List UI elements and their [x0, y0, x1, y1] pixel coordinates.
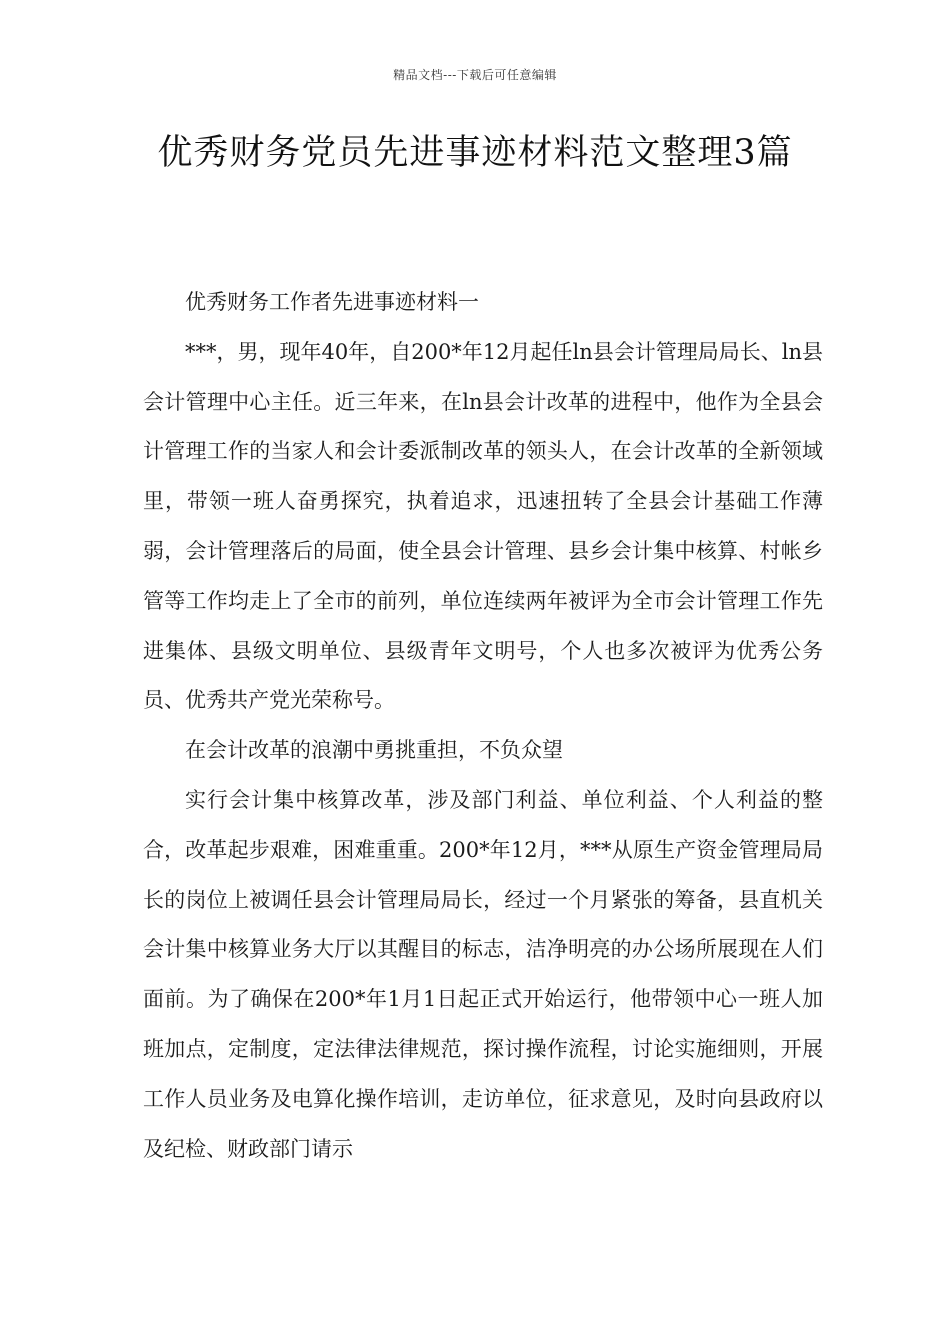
section-heading: 在会计改革的浪潮中勇挑重担，不负众望: [185, 738, 563, 763]
section-heading: 优秀财务工作者先进事迹材料一: [185, 290, 479, 314]
body-paragraph: ***，男，现年40年，自200*年12月起任ln县会计管理局局长、ln县会计管理中心主任。近三年来，在ln县会计改革的进程中，他作为全县会计管理工作的当家人和会计委派制改革的领头人，在会计改革的全新领域里，带领一班人奋勇探究，执着追求，迅速扭转了全县会计基础工作薄弱，会计管理落后的局面，使全县会计管理、县乡会计集中核算、村帐乡管等工作均走上了全市的前列，单位连续两年被评为全市会计管理工作先进集体、县级文明单位、县级青年文明号，个人也多次被评为优秀公务员、优秀共产党光荣称号。: [143, 339, 824, 713]
page-header: 精品文档---下载后可任意编辑: [393, 68, 557, 82]
body-paragraph: 实行会计集中核算改革，涉及部门利益、单位利益、个人利益的整合，改革起步艰难，困难重重。200*年12月，***从原生产资金管理局局长的岗位上被调任县会计管理局局长，经过一个月紧张的筹备，县直机关会计集中核算业务大厅以其醒目的标志，洁净明亮的办公场所展现在人们面前。为了确保在200*年1月1日起正式开始运行，他带领中心一班人加班加点，定制度，定法律法律规范，探讨操作流程，讨论实施细则，开展工作人员业务及电算化操作培训，走访单位，征求意见，及时向县政府以及纪检、财政部门请示: [143, 787, 823, 1161]
document-body: [143, 278, 823, 1174]
document-title: 优秀财务党员先进事迹材料范文整理3篇: [157, 133, 793, 173]
